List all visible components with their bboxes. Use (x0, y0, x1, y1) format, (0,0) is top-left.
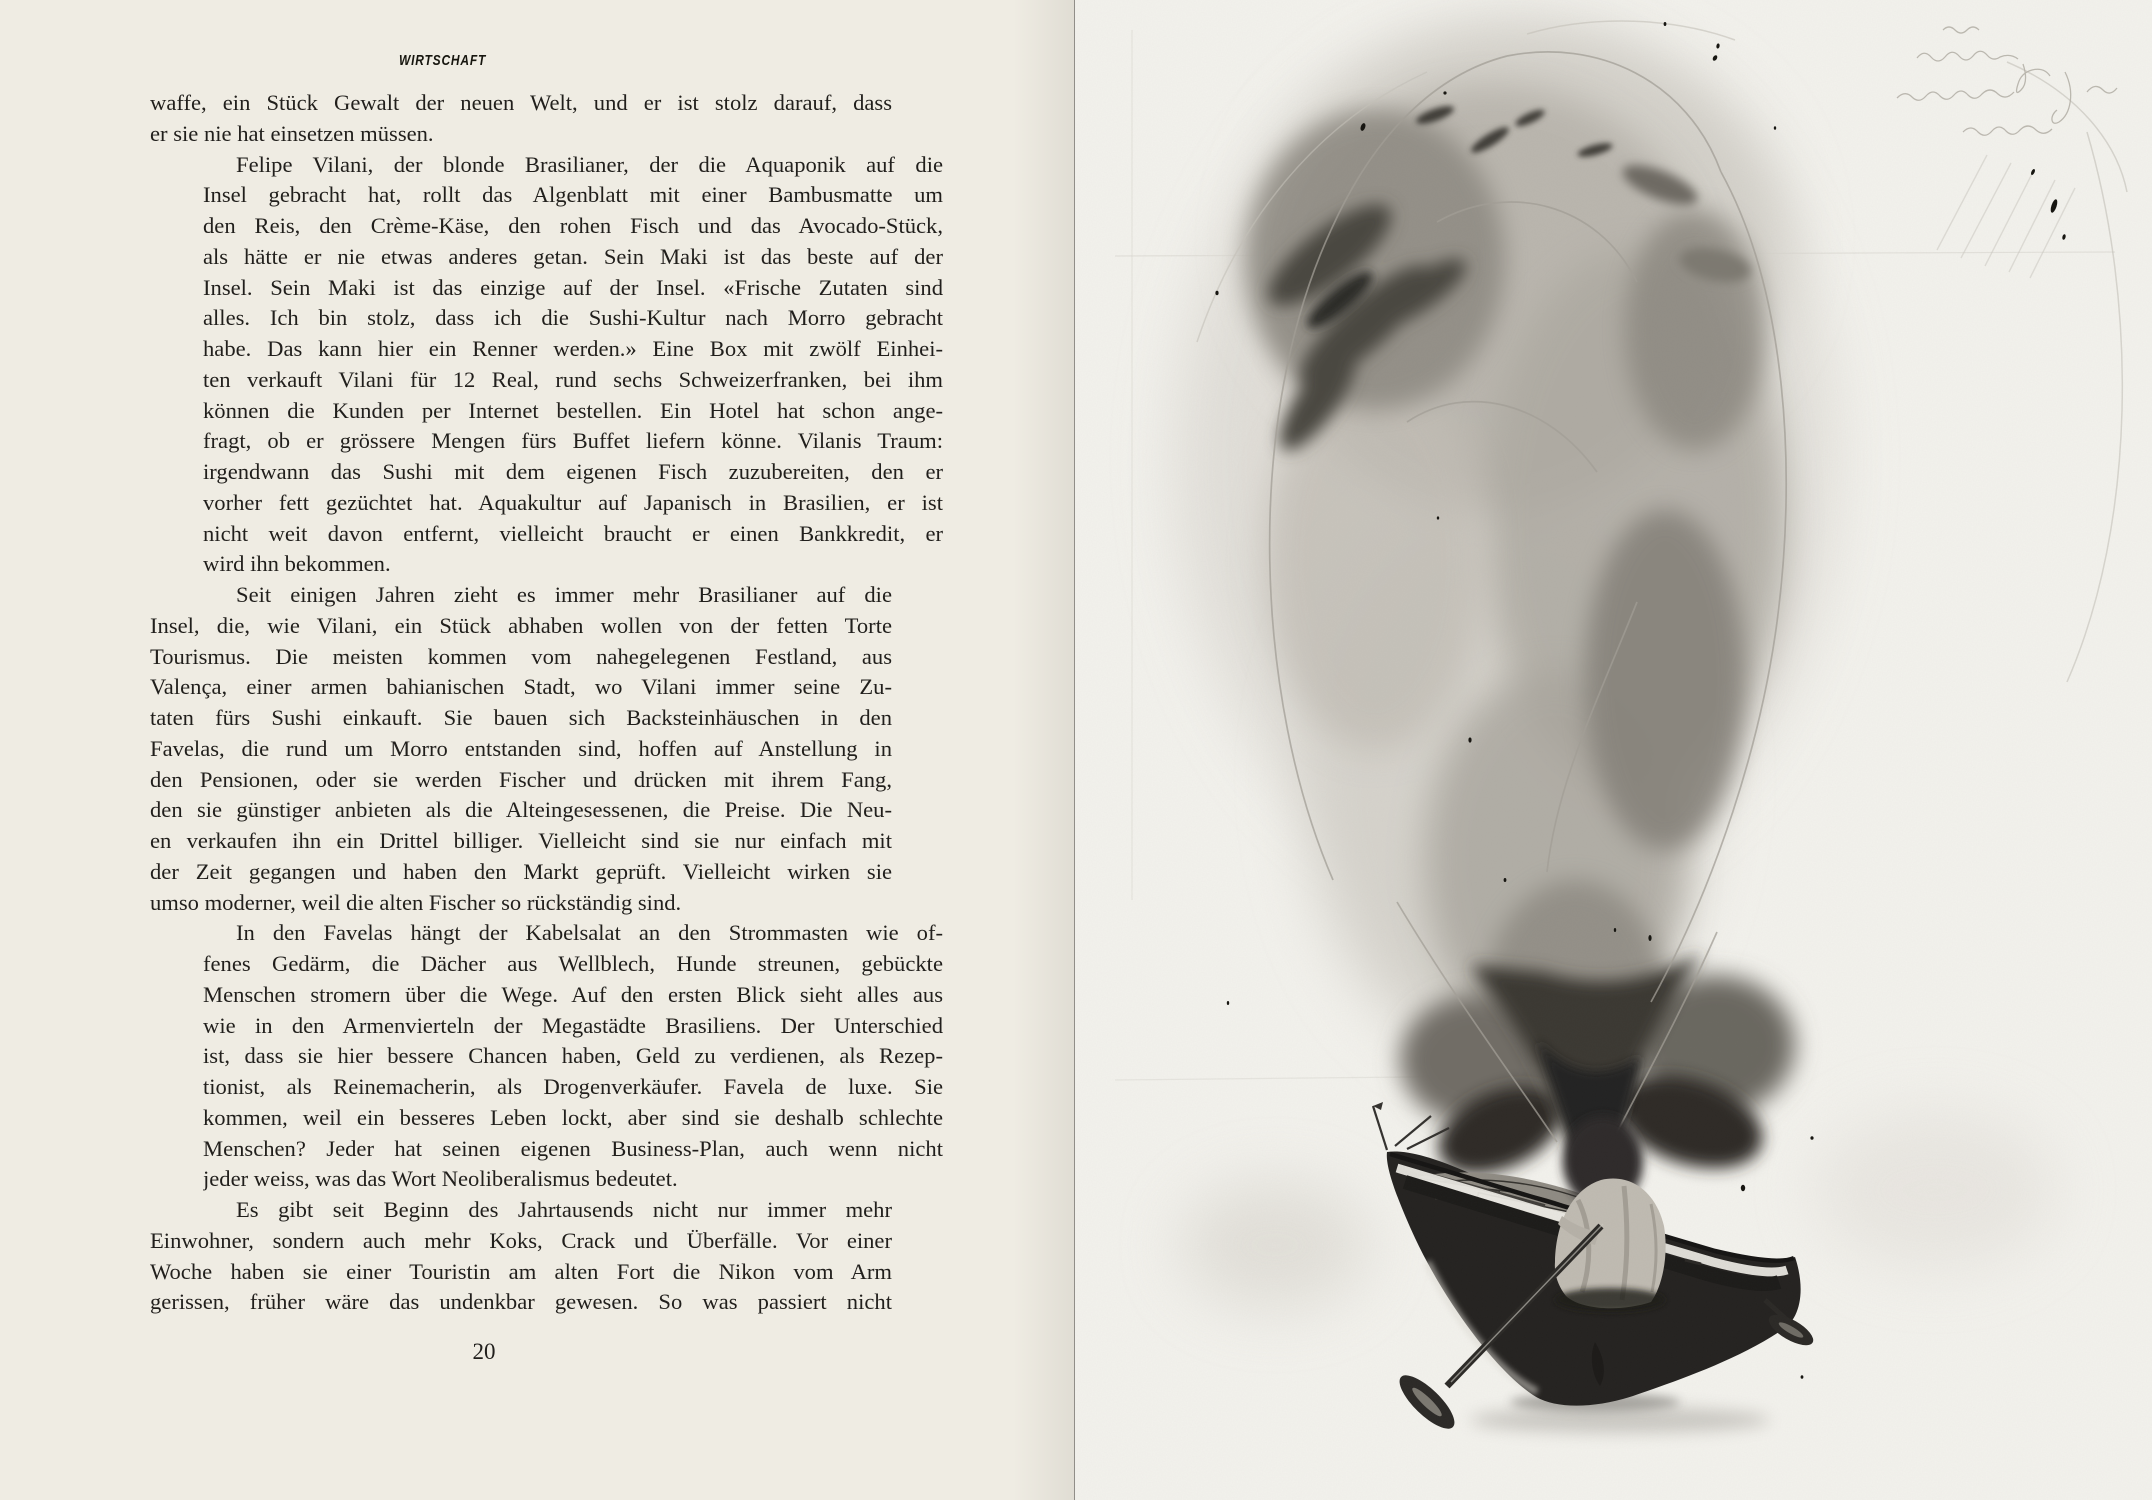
text-line: ist, dass sie hier bessere Chancen haben, Geld zu verdienen, als Rezep- (203, 1043, 943, 1069)
text-line: tionist, als Reinemacherin, als Drogenverkäufer. Favela de luxe. Sie (203, 1074, 943, 1099)
text-line: kommen, weil ein besseres Leben lockt, aber sind sie deshalb schlechte (203, 1104, 943, 1130)
text-line: wie in den Armenvierteln der Megastädte Brasiliens. Der Unterschied (203, 1012, 943, 1038)
text-line: Insel, die, wie Vilani, ein Stück abhaben wollen von der fetten Torte (150, 612, 892, 638)
text-line: Insel. Sein Maki ist das einzige auf der Insel. «Frische Zutaten sind (203, 274, 943, 300)
text-line: Seit einigen Jahren zieht es immer mehr Brasilianer auf die (236, 582, 892, 607)
text-line: In den Favelas hängt der Kabelsalat an den Strommasten wie of- (236, 920, 943, 946)
text-line: irgendwann das Sushi mit dem eigenen Fisch zuzubereiten, den er (203, 459, 943, 484)
text-line: en verkaufen ihn ein Drittel billiger. Vielleicht sind sie nur einfach mit (150, 828, 892, 853)
text-line: den Reis, den Crème-Käse, den rohen Fisch und das Avocado-Stück, (203, 213, 943, 238)
text-line: Felipe Vilani, der blonde Brasilianer, der die Aquaponik auf die (236, 151, 943, 177)
section-header: WIRTSCHAFT (399, 52, 487, 69)
text-line: alles. Ich bin stolz, dass ich die Sushi-Kultur nach Morro gebracht (203, 305, 943, 331)
text-line: Tourismus. Die meisten kommen vom nahegelegenen Festland, aus (150, 643, 892, 669)
text-line: Menschen stromern über die Wege. Auf den ersten Blick sieht alles aus (203, 981, 943, 1007)
text-line: Es gibt seit Beginn des Jahrtausends nicht nur immer mehr (236, 1197, 892, 1222)
text-line: waffe, ein Stück Gewalt der neuen Welt, und er ist stolz darauf, dass (150, 90, 892, 115)
text-line: ten verkauft Vilani für 12 Real, rund sechs Schweizerfranken, bei ihm (203, 366, 943, 392)
text-line: Menschen? Jeder hat seinen eigenen Business-Plan, auch wenn nicht (203, 1135, 943, 1161)
page-number: 20 (472, 1339, 496, 1364)
paper-grain-texture (1075, 0, 2152, 1500)
text-line: taten fürs Sushi einkauft. Sie bauen sich Backsteinhäuschen in den (150, 705, 892, 730)
text-line: als hätte er nie etwas anderes getan. Sein Maki ist das beste auf der (203, 243, 943, 269)
text-line: können die Kunden per Internet bestellen. Ein Hotel hat schon ange- (203, 397, 943, 423)
text-line: fragt, ob er grössere Mengen fürs Buffet liefern könne. Vilanis Traum: (203, 428, 943, 454)
text-line: er sie nie hat einsetzen müssen. (150, 120, 434, 146)
text-line: fenes Gedärm, die Dächer aus Wellblech, Hunde streunen, gebückte (203, 951, 943, 976)
text-line: umso moderner, weil die alten Fischer so rückständig sind. (150, 889, 682, 915)
article-text-column (0, 88, 1075, 1318)
text-line: Valença, einer armen bahianischen Stadt, wo Vilani immer seine Zu- (150, 674, 892, 700)
text-line: wird ihn bekommen. (203, 551, 391, 577)
text-line: Insel gebracht hat, rollt das Algenblatt mit einer Bambusmatte um (203, 182, 943, 208)
text-line: Einwohner, sondern auch mehr Koks, Crack und Überfälle. Vor einer (150, 1227, 892, 1253)
text-line: habe. Das kann hier ein Renner werden.» Eine Box mit zwölf Einhei- (203, 336, 943, 361)
text-line: nicht weit davon entfernt, vielleicht braucht er einen Bankkredit, er (203, 520, 943, 546)
text-line: Woche haben sie einer Touristin am alten Fort die Nikon vom Arm (150, 1258, 892, 1284)
text-line: den sie günstiger anbieten als die Alteingesessenen, die Preise. Die Neu- (150, 797, 892, 823)
text-line: gerissen, früher wäre das undenkbar gewesen. So was passiert nicht (150, 1289, 892, 1315)
illustration-rowboat-smoke-drawing (1075, 0, 2152, 1500)
text-line: der Zeit gegangen und haben den Markt geprüft. Vielleicht wirken sie (150, 858, 892, 884)
text-line: jeder weiss, was das Wort Neoliberalismus bedeutet. (203, 1166, 678, 1192)
text-line: den Pensionen, oder sie werden Fischer und drücken mit ihrem Fang, (150, 766, 892, 792)
left-page (0, 0, 1075, 1500)
gutter-shadow-left (1013, 0, 1074, 1500)
text-line: vorher fett gezüchtet hat. Aquakultur auf Japanisch in Brasilien, er ist (203, 489, 943, 515)
right-page (1075, 0, 2152, 1500)
text-line: Favelas, die rund um Morro entstanden sind, hoffen auf Anstellung in (150, 735, 892, 761)
